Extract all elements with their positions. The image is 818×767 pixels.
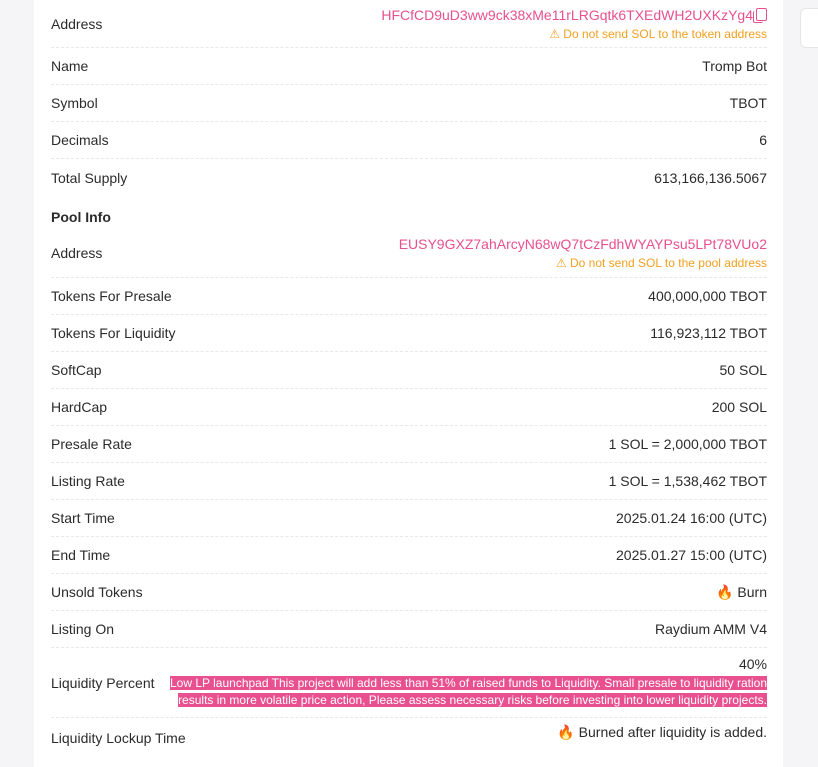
hardcap-row [51, 389, 767, 426]
liquidity-percent-value [167, 656, 767, 709]
token-address-warning: ⚠ Do not send SOL to the token address [549, 26, 767, 41]
fire-icon: 🔥 [557, 724, 575, 740]
lockup-time-text: Burned after liquidity is added. [578, 724, 767, 740]
presale-rate-label: Presale Rate [51, 436, 132, 452]
start-time-value: 2025.01.24 16:00 (UTC) [616, 510, 767, 526]
token-decimals-value: 6 [759, 132, 767, 148]
listing-on-link[interactable]: Raydium AMM V4 [654, 621, 767, 637]
unsold-tokens-row [51, 574, 767, 611]
info-list [51, 0, 767, 758]
copy-icon[interactable] [756, 8, 767, 21]
end-time-label: End Time [51, 547, 111, 563]
presale-rate-value: 1 SOL = 2,000,000 TBOT [608, 436, 767, 452]
presale-tokens-label: Tokens For Presale [51, 288, 172, 304]
token-symbol-label: Symbol [51, 95, 98, 111]
presale-tokens-value: 400,000,000 TBOT [648, 288, 767, 304]
lockup-time-label: Liquidity Lockup Time [51, 730, 186, 746]
presale-tokens-row [51, 278, 767, 315]
token-info-card [34, 0, 783, 767]
pool-info-title: Pool Info [51, 209, 111, 225]
unsold-tokens-label: Unsold Tokens [51, 584, 143, 600]
listing-rate-row [51, 463, 767, 500]
token-name-label: Name [51, 58, 89, 74]
hardcap-label: HardCap [51, 399, 108, 415]
fire-icon: 🔥 [715, 583, 734, 600]
hardcap-value: 200 SOL [711, 399, 767, 415]
token-address-label: Address [51, 15, 103, 32]
presale-rate-row [51, 426, 767, 463]
token-symbol-row [51, 85, 767, 122]
low-lp-warning-text: Low LP launchpad This project will add less than 51% of raised funds to Liquidity. Small presale to liquidity ration results in more volatile price action, Please assess necessary risks before investing into lower liquidity projects. [169, 676, 767, 707]
start-time-row [51, 500, 767, 537]
unsold-tokens-value [716, 584, 767, 601]
token-supply-row [51, 159, 767, 196]
liquidity-tokens-label: Tokens For Liquidity [51, 325, 176, 341]
token-address-link[interactable]: HFCfCD9uD3ww9ck38xMe11rLRGqtk6TXEdWH2UXKzYg4 [381, 6, 753, 23]
pool-address-label: Address [51, 244, 103, 261]
softcap-label: SoftCap [51, 362, 102, 378]
pool-address-row [51, 228, 767, 278]
softcap-row [51, 352, 767, 389]
listing-on-row [51, 611, 767, 648]
token-name-value: Tromp Bot [702, 58, 767, 74]
pool-address-warning: ⚠ Do not send SOL to the pool address [555, 255, 767, 270]
token-address-row [51, 0, 767, 48]
token-supply-value: 613,166,136.5067 [654, 169, 767, 186]
liquidity-tokens-row [51, 315, 767, 352]
token-decimals-label: Decimals [51, 132, 109, 148]
liquidity-percent-row [51, 648, 767, 718]
token-symbol-value: TBOT [729, 95, 767, 111]
liquidity-percent-number: 40% [738, 656, 767, 672]
end-time-value: 2025.01.27 15:00 (UTC) [616, 547, 767, 563]
lockup-time-value [557, 724, 767, 741]
pool-address-value [399, 236, 767, 270]
listing-rate-value: 1 SOL = 1,538,462 TBOT [608, 473, 767, 489]
liquidity-tokens-value: 116,923,112 TBOT [650, 325, 767, 341]
end-time-row [51, 537, 767, 574]
lockup-time-row [51, 718, 767, 758]
token-address-value [381, 7, 767, 41]
token-supply-label: Total Supply [51, 169, 128, 186]
token-name-row [51, 48, 767, 85]
listing-on-label: Listing On [51, 621, 115, 637]
low-lp-warning [167, 675, 767, 709]
token-decimals-row [51, 122, 767, 159]
softcap-value: 50 SOL [719, 362, 767, 378]
listing-rate-label: Listing Rate [51, 473, 125, 489]
unsold-tokens-text: Burn [737, 583, 767, 600]
start-time-label: Start Time [51, 510, 115, 526]
side-panel-edge [800, 8, 818, 48]
liquidity-percent-label: Liquidity Percent [51, 674, 155, 691]
pool-address-link[interactable]: EUSY9GXZ7ahArcyN68wQ7tCzFdhWYAYPsu5LPt78VUo2 [398, 235, 767, 252]
